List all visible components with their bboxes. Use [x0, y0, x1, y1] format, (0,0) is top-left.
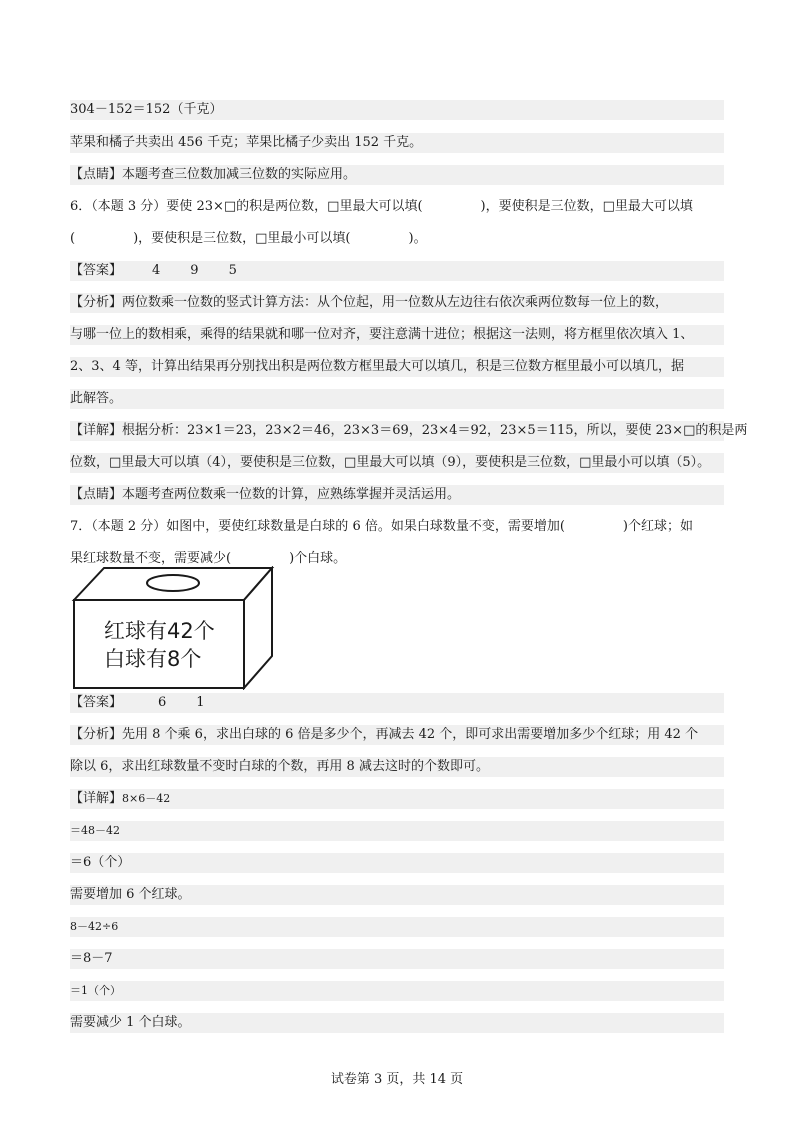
calc-text: 304－152＝152（千克） [70, 102, 223, 117]
page-footer: 试卷第 3 页，共 14 页 [330, 1072, 464, 1087]
analysis-6-line-4 [70, 389, 724, 409]
key-point-6 [70, 485, 724, 505]
answer-value: 5 [228, 263, 237, 278]
q7-text-d: )个白球。 [289, 551, 347, 566]
answer-value: 6 [158, 695, 167, 710]
math-expression: 8－42÷6 [70, 920, 119, 933]
q6-text-e: )。 [408, 231, 427, 246]
key-point-tag: 【点睛】 [70, 167, 123, 182]
box-red-label: 红球有42个 [104, 619, 215, 643]
q7-text-c: 果红球数量不变，需要减少( [70, 551, 232, 566]
detail-7-line-1 [70, 789, 724, 809]
question-7-line-1 [70, 517, 724, 537]
question-6-line-2 [70, 229, 724, 249]
q6-text-c: ( [70, 231, 76, 246]
key-point-5 [70, 165, 724, 185]
q6-text-a: 6．（本题 3 分）要使 23×□的积是两位数，□里最大可以填( [70, 199, 423, 214]
detail-7-line-5 [70, 917, 724, 937]
detail-7-line-8 [70, 1013, 724, 1033]
analysis-text: 除以 6，求出红球数量不变时白球的个数，再用 8 减去这时的个数即可。 [70, 759, 489, 774]
analysis-6-line-3 [70, 357, 724, 377]
analysis-6-line-2 [70, 325, 724, 345]
answer-value: 4 [152, 263, 161, 278]
analysis-text: 【分析】先用 8 个乘 6，求出白球的 6 倍是多少个，再减去 42 个，即可求出需要增加多少个红球；用 42 个 [70, 727, 699, 742]
analysis-6-line-1 [70, 293, 724, 313]
analysis-7-line-2 [70, 757, 724, 777]
detail-7-line-3 [70, 853, 724, 873]
calc-line [70, 100, 724, 120]
answer-tag: 【答案】 [70, 263, 123, 278]
ball-box-figure [70, 566, 280, 690]
math-expression: ＝1（个） [70, 984, 121, 997]
summary-line [70, 133, 724, 153]
analysis-text: 【分析】两位数乘一位数的竖式计算方法：从个位起，用一位数从左边往右依次乘两位数每一位上的数， [70, 295, 669, 310]
question-6-line-1 [70, 197, 724, 217]
answer-value: 1 [196, 695, 205, 710]
analysis-text: 与哪一位上的数相乘，乘得的结果就和哪一位对齐，要注意满十进位；根据这一法则，将方框里依次填入 1、 [70, 327, 694, 342]
q7-text-a: 7．（本题 2 分）如图中，要使红球数量是白球的 6 倍。如果白球数量不变，需要增加( [70, 519, 565, 534]
summary-text: 苹果和橘子共卖出 456 千克；苹果比橘子少卖出 152 千克。 [70, 135, 423, 150]
detail-7-line-2 [70, 821, 724, 841]
key-point-text: 本题考查三位数加减三位数的实际应用。 [122, 167, 357, 182]
detail-6-line-1 [70, 421, 748, 441]
box-white-label: 白球有8个 [104, 647, 202, 671]
detail-7-line-7 [70, 981, 724, 1001]
analysis-text: 2、3、4 等，计算出结果再分别找出积是两位数方框里最大可以填几，积是三位数方框里最小可以填几，据 [70, 359, 684, 374]
math-expression: ＝48－42 [70, 824, 120, 837]
math-expression: ＝8－7 [70, 951, 113, 966]
answer-6 [70, 261, 724, 281]
q6-text-d: )，要使积是三位数，□里最小可以填( [133, 231, 351, 246]
detail-text: 位数，□里最大可以填（4），要使积是三位数，□里最大可以填（9），要使积是三位数，□里最小可以填（5）。 [70, 455, 711, 470]
result-text: 需要减少 1 个白球。 [70, 1015, 191, 1030]
math-expression: ＝6（个） [70, 855, 131, 870]
answer-tag: 【答案】 [70, 695, 123, 710]
answer-value: 9 [190, 263, 199, 278]
key-point-text: 本题考查两位数乘一位数的计算，应熟练掌握并灵活运用。 [122, 487, 461, 502]
answer-7 [70, 693, 724, 713]
detail-7-line-4 [70, 885, 724, 905]
analysis-text: 此解答。 [70, 391, 123, 406]
result-text: 需要增加 6 个红球。 [70, 887, 191, 902]
q7-text-b: )个红球；如 [622, 519, 693, 534]
detail-tag: 【详解】 [70, 791, 123, 806]
analysis-7-line-1 [70, 725, 724, 745]
math-expression: 8×6－42 [122, 792, 171, 805]
detail-7-line-6 [70, 949, 724, 969]
detail-6-line-2 [70, 453, 724, 473]
q6-text-b: )，要使积是三位数，□里最大可以填 [480, 199, 693, 214]
key-point-tag: 【点睛】 [70, 487, 123, 502]
detail-text: 【详解】根据分析：23×1＝23，23×2＝46，23×3＝69，23×4＝92，23×5＝115，所以，要使 23×□的积是两 [70, 423, 748, 438]
